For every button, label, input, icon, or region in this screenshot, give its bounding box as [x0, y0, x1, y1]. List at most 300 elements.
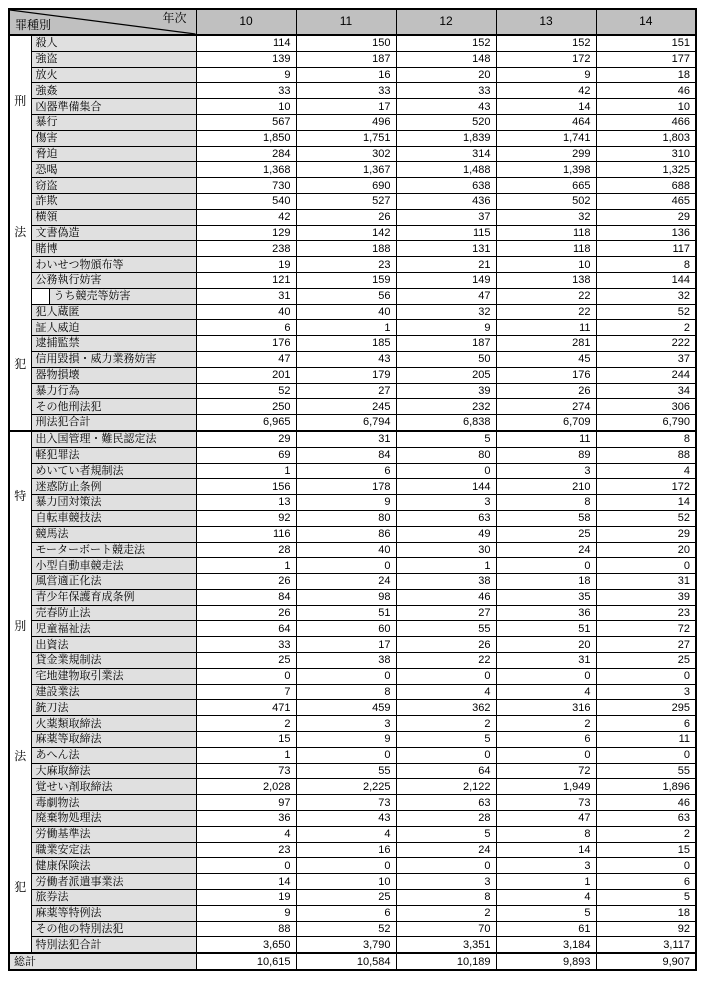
value-cell: 8: [496, 495, 596, 511]
value-cell: 176: [496, 367, 596, 383]
table-row: [9, 447, 696, 463]
value-cell: 6,794: [296, 415, 396, 431]
value-cell: 0: [296, 558, 396, 574]
value-cell: 18: [596, 905, 696, 921]
value-cell: 465: [596, 193, 696, 209]
row-label: 暴力団対策法: [31, 495, 196, 511]
value-cell: 31: [296, 431, 396, 447]
row-label: わいせつ物頒布等: [31, 257, 196, 273]
value-cell: 238: [196, 241, 296, 257]
table-row: [9, 842, 696, 858]
value-cell: 1,949: [496, 779, 596, 795]
value-cell: 2: [396, 716, 496, 732]
value-cell: 58: [496, 510, 596, 526]
value-cell: 22: [396, 653, 496, 669]
row-label: 麻薬等特例法: [31, 905, 196, 921]
value-cell: 84: [296, 447, 396, 463]
indent-spacer: [31, 288, 49, 304]
value-cell: 2: [596, 826, 696, 842]
value-cell: 43: [396, 99, 496, 115]
value-cell: 520: [396, 114, 496, 130]
value-cell: 299: [496, 146, 596, 162]
table-row: [9, 463, 696, 479]
value-cell: 45: [496, 351, 596, 367]
value-cell: 15: [596, 842, 696, 858]
value-cell: 8: [396, 890, 496, 906]
table-row: [9, 589, 696, 605]
row-label: 売春防止法: [31, 605, 196, 621]
value-cell: 49: [396, 526, 496, 542]
row-label: 風営適正化法: [31, 574, 196, 590]
value-cell: 73: [496, 795, 596, 811]
value-cell: 19: [196, 890, 296, 906]
value-cell: 502: [496, 193, 596, 209]
grand-total-row: [9, 953, 696, 970]
row-label: 公務執行妨害: [31, 272, 196, 288]
value-cell: 97: [196, 795, 296, 811]
value-cell: 281: [496, 336, 596, 352]
value-cell: 24: [296, 574, 396, 590]
value-cell: 179: [296, 367, 396, 383]
table-row: [9, 668, 696, 684]
row-label: 建設業法: [31, 684, 196, 700]
value-cell: 22: [496, 304, 596, 320]
value-cell: 1,803: [596, 130, 696, 146]
value-cell: 0: [196, 668, 296, 684]
value-cell: 540: [196, 193, 296, 209]
value-cell: 20: [396, 67, 496, 83]
value-cell: 5: [396, 826, 496, 842]
value-cell: 436: [396, 193, 496, 209]
value-cell: 64: [196, 621, 296, 637]
table-row: [9, 130, 696, 146]
value-cell: 51: [496, 621, 596, 637]
statistics-sheet: [8, 8, 697, 971]
value-cell: 274: [496, 399, 596, 415]
table-row: [9, 288, 696, 304]
value-cell: 36: [496, 605, 596, 621]
table-row: [9, 542, 696, 558]
table-row: [9, 495, 696, 511]
value-cell: 26: [196, 574, 296, 590]
value-cell: 116: [196, 526, 296, 542]
value-cell: 33: [296, 83, 396, 99]
row-label: 旅券法: [31, 890, 196, 906]
table-row: [9, 162, 696, 178]
table-row: [9, 99, 696, 115]
row-label: 暴力行為: [31, 383, 196, 399]
value-cell: 0: [396, 463, 496, 479]
value-cell: 302: [296, 146, 396, 162]
row-label: 器物損壊: [31, 367, 196, 383]
section-vertical-label: [9, 35, 31, 431]
value-cell: 6: [496, 732, 596, 748]
value-cell: 28: [196, 542, 296, 558]
value-cell: 33: [396, 83, 496, 99]
value-cell: 152: [396, 35, 496, 51]
value-cell: 131: [396, 241, 496, 257]
value-cell: 88: [596, 447, 696, 463]
value-cell: 26: [396, 637, 496, 653]
value-cell: 6,790: [596, 415, 696, 431]
value-cell: 98: [296, 589, 396, 605]
value-cell: 1,368: [196, 162, 296, 178]
value-cell: 210: [496, 479, 596, 495]
value-cell: 16: [296, 67, 396, 83]
year-column-header: 12: [396, 9, 496, 35]
value-cell: 0: [596, 558, 696, 574]
value-cell: 117: [596, 241, 696, 257]
value-cell: 1: [296, 320, 396, 336]
value-cell: 3: [596, 684, 696, 700]
value-cell: 0: [496, 668, 596, 684]
value-cell: 4: [296, 826, 396, 842]
value-cell: 40: [196, 304, 296, 320]
table-row: [9, 225, 696, 241]
value-cell: 496: [296, 114, 396, 130]
value-cell: 9: [196, 67, 296, 83]
table-row: [9, 779, 696, 795]
row-label: 銃刀法: [31, 700, 196, 716]
value-cell: 139: [196, 51, 296, 67]
table-row: [9, 257, 696, 273]
value-cell: 26: [296, 209, 396, 225]
table-row: [9, 811, 696, 827]
value-cell: 2,028: [196, 779, 296, 795]
value-cell: 20: [496, 637, 596, 653]
row-label: 出資法: [31, 637, 196, 653]
value-cell: 5: [396, 431, 496, 447]
row-label: 逮捕監禁: [31, 336, 196, 352]
value-cell: 27: [596, 637, 696, 653]
value-cell: 56: [296, 288, 396, 304]
value-cell: 69: [196, 447, 296, 463]
value-cell: 27: [396, 605, 496, 621]
value-cell: 0: [496, 747, 596, 763]
value-cell: 3: [396, 495, 496, 511]
row-label: 健康保険法: [31, 858, 196, 874]
value-cell: 28: [396, 811, 496, 827]
value-cell: 13: [196, 495, 296, 511]
row-label: 職業安定法: [31, 842, 196, 858]
row-label: 競馬法: [31, 526, 196, 542]
year-column-header: 11: [296, 9, 396, 35]
table-body: [9, 35, 696, 970]
value-cell: 1: [496, 874, 596, 890]
row-label: 暴行: [31, 114, 196, 130]
value-cell: 17: [296, 99, 396, 115]
value-cell: 72: [596, 621, 696, 637]
value-cell: 9: [396, 320, 496, 336]
value-cell: 92: [596, 921, 696, 937]
value-cell: 52: [596, 510, 696, 526]
value-cell: 149: [396, 272, 496, 288]
table-row: [9, 795, 696, 811]
value-cell: 0: [396, 858, 496, 874]
year-column-header: 13: [496, 9, 596, 35]
table-row: [9, 510, 696, 526]
row-label: 麻薬等取締法: [31, 732, 196, 748]
value-cell: 52: [196, 383, 296, 399]
value-cell: 148: [396, 51, 496, 67]
value-cell: 73: [196, 763, 296, 779]
value-cell: 8: [596, 257, 696, 273]
value-cell: 665: [496, 178, 596, 194]
table-row: [9, 146, 696, 162]
table-row: [9, 83, 696, 99]
table-row: [9, 890, 696, 906]
row-label: 脅迫: [31, 146, 196, 162]
value-cell: 31: [596, 574, 696, 590]
table-row: [9, 637, 696, 653]
table-row: [9, 605, 696, 621]
value-cell: 88: [196, 921, 296, 937]
value-cell: 3: [496, 463, 596, 479]
table-row: [9, 937, 696, 953]
value-cell: 72: [496, 763, 596, 779]
value-cell: 0: [196, 858, 296, 874]
year-column-header: 10: [196, 9, 296, 35]
value-cell: 37: [396, 209, 496, 225]
value-cell: 33: [196, 83, 296, 99]
row-label: 窃盗: [31, 178, 196, 194]
value-cell: 0: [596, 858, 696, 874]
row-label: 証人威迫: [31, 320, 196, 336]
value-cell: 4: [196, 826, 296, 842]
value-cell: 14: [596, 495, 696, 511]
value-cell: 21: [396, 257, 496, 273]
value-cell: 11: [496, 431, 596, 447]
table-row: [9, 479, 696, 495]
value-cell: 172: [496, 51, 596, 67]
row-label: 労働者派遣事業法: [31, 874, 196, 890]
value-cell: 38: [296, 653, 396, 669]
table-row: [9, 732, 696, 748]
value-cell: 30: [396, 542, 496, 558]
value-cell: 39: [596, 589, 696, 605]
value-cell: 177: [596, 51, 696, 67]
value-cell: 6,838: [396, 415, 496, 431]
row-label: 恐喝: [31, 162, 196, 178]
value-cell: 688: [596, 178, 696, 194]
value-cell: 178: [296, 479, 396, 495]
value-cell: 51: [296, 605, 396, 621]
row-label: モーターボート競走法: [31, 542, 196, 558]
value-cell: 20: [596, 542, 696, 558]
value-cell: 25: [296, 890, 396, 906]
table-row: [9, 431, 696, 447]
value-cell: 24: [396, 842, 496, 858]
value-cell: 0: [596, 747, 696, 763]
value-cell: 5: [596, 890, 696, 906]
value-cell: 23: [596, 605, 696, 621]
value-cell: 36: [196, 811, 296, 827]
value-cell: 35: [496, 589, 596, 605]
value-cell: 42: [496, 83, 596, 99]
row-label: 貸金業規制法: [31, 653, 196, 669]
value-cell: 187: [296, 51, 396, 67]
value-cell: 142: [296, 225, 396, 241]
value-cell: 1,850: [196, 130, 296, 146]
value-cell: 150: [296, 35, 396, 51]
row-label: 青少年保護育成条例: [31, 589, 196, 605]
value-cell: 63: [596, 811, 696, 827]
value-cell: 1,839: [396, 130, 496, 146]
table-row: [9, 399, 696, 415]
value-cell: 18: [496, 574, 596, 590]
value-cell: 362: [396, 700, 496, 716]
value-cell: 46: [396, 589, 496, 605]
value-cell: 31: [196, 288, 296, 304]
value-cell: 0: [296, 858, 396, 874]
value-cell: 8: [296, 684, 396, 700]
table-row: [9, 905, 696, 921]
value-cell: 25: [496, 526, 596, 542]
grand-total-value-cell: 9,893: [496, 953, 596, 970]
value-cell: 1,751: [296, 130, 396, 146]
value-cell: 144: [396, 479, 496, 495]
value-cell: 10: [196, 99, 296, 115]
value-cell: 284: [196, 146, 296, 162]
value-cell: 0: [296, 747, 396, 763]
value-cell: 31: [496, 653, 596, 669]
value-cell: 8: [596, 431, 696, 447]
value-cell: 89: [496, 447, 596, 463]
value-cell: 144: [596, 272, 696, 288]
value-cell: 50: [396, 351, 496, 367]
table-row: [9, 193, 696, 209]
value-cell: 3: [496, 858, 596, 874]
value-cell: 6: [596, 874, 696, 890]
value-cell: 3: [296, 716, 396, 732]
value-cell: 1: [196, 558, 296, 574]
value-cell: 3,117: [596, 937, 696, 953]
section-vertical-label-char: 別: [14, 619, 27, 634]
value-cell: 26: [196, 605, 296, 621]
table-row: [9, 320, 696, 336]
value-cell: 32: [396, 304, 496, 320]
section-vertical-label-char: 特: [14, 489, 27, 504]
section-vertical-label-char: 法: [14, 749, 27, 764]
table-row: [9, 653, 696, 669]
value-cell: 25: [196, 653, 296, 669]
row-label: 犯人蔵匿: [31, 304, 196, 320]
value-cell: 14: [496, 842, 596, 858]
value-cell: 4: [496, 684, 596, 700]
value-cell: 187: [396, 336, 496, 352]
value-cell: 9: [296, 495, 396, 511]
row-label: 凶器準備集合: [31, 99, 196, 115]
value-cell: 1,325: [596, 162, 696, 178]
value-cell: 22: [496, 288, 596, 304]
value-cell: 9: [296, 732, 396, 748]
value-cell: 8: [496, 826, 596, 842]
table-row: [9, 51, 696, 67]
value-cell: 466: [596, 114, 696, 130]
value-cell: 295: [596, 700, 696, 716]
value-cell: 17: [296, 637, 396, 653]
value-cell: 32: [496, 209, 596, 225]
value-cell: 185: [296, 336, 396, 352]
value-cell: 115: [396, 225, 496, 241]
value-cell: 2: [196, 716, 296, 732]
row-label: 迷惑防止条例: [31, 479, 196, 495]
value-cell: 1,398: [496, 162, 596, 178]
value-cell: 47: [196, 351, 296, 367]
table-row: [9, 241, 696, 257]
row-label: 自転車競技法: [31, 510, 196, 526]
value-cell: 55: [396, 621, 496, 637]
row-label: 廃棄物処理法: [31, 811, 196, 827]
year-column-header: 14: [596, 9, 696, 35]
row-label: その他刑法犯: [31, 399, 196, 415]
row-label: 宅地建物取引業法: [31, 668, 196, 684]
value-cell: 176: [196, 336, 296, 352]
value-cell: 306: [596, 399, 696, 415]
value-cell: 1,488: [396, 162, 496, 178]
value-cell: 43: [296, 811, 396, 827]
table-row: [9, 178, 696, 194]
value-cell: 0: [496, 558, 596, 574]
crime-statistics-table: [8, 8, 697, 971]
table-row: [9, 684, 696, 700]
row-label: 小型自動車競走法: [31, 558, 196, 574]
value-cell: 232: [396, 399, 496, 415]
value-cell: 159: [296, 272, 396, 288]
value-cell: 25: [596, 653, 696, 669]
value-cell: 5: [496, 905, 596, 921]
value-cell: 310: [596, 146, 696, 162]
value-cell: 1: [196, 463, 296, 479]
value-cell: 638: [396, 178, 496, 194]
value-cell: 80: [296, 510, 396, 526]
value-cell: 14: [196, 874, 296, 890]
value-cell: 527: [296, 193, 396, 209]
value-cell: 86: [296, 526, 396, 542]
grand-total-value-cell: 10,615: [196, 953, 296, 970]
table-row: [9, 763, 696, 779]
table-row: [9, 114, 696, 130]
value-cell: 136: [596, 225, 696, 241]
value-cell: 46: [596, 795, 696, 811]
value-cell: 14: [496, 99, 596, 115]
value-cell: 156: [196, 479, 296, 495]
section-vertical-label-char: 刑: [14, 94, 27, 109]
value-cell: 63: [396, 510, 496, 526]
value-cell: 3,184: [496, 937, 596, 953]
row-label: あへん法: [31, 747, 196, 763]
value-cell: 23: [296, 257, 396, 273]
value-cell: 29: [596, 209, 696, 225]
row-label: 詐欺: [31, 193, 196, 209]
row-label: 放火: [31, 67, 196, 83]
value-cell: 730: [196, 178, 296, 194]
header-corner-cell: [9, 9, 196, 35]
row-label: 児童福祉法: [31, 621, 196, 637]
value-cell: 10: [496, 257, 596, 273]
value-cell: 3,650: [196, 937, 296, 953]
section-vertical-label-char: 犯: [14, 879, 27, 894]
value-cell: 6,709: [496, 415, 596, 431]
value-cell: 464: [496, 114, 596, 130]
value-cell: 244: [596, 367, 696, 383]
table-row: [9, 747, 696, 763]
table-row: [9, 336, 696, 352]
value-cell: 118: [496, 225, 596, 241]
row-label: 強姦: [31, 83, 196, 99]
value-cell: 4: [496, 890, 596, 906]
value-cell: 0: [296, 668, 396, 684]
